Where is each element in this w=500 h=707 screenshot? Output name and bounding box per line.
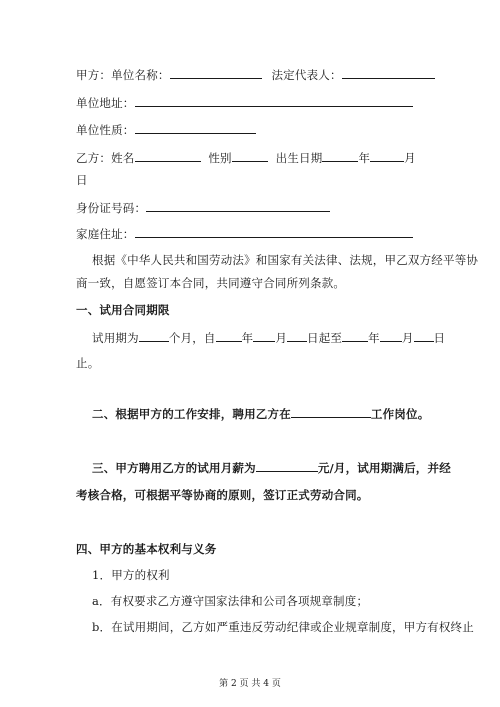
to-year-label: 年 <box>368 331 380 345</box>
from-month-blank <box>253 330 275 342</box>
to-day-label: 日 <box>433 331 446 345</box>
position-blank <box>291 406 371 418</box>
preamble-line-2: 商一致，自愿签订本合同，共同遵守合同所列条款。 <box>76 276 346 290</box>
preamble-line-1: 根据《中华人民共和国劳动法》和国家有关法律、法规，甲乙双方经平等协 <box>92 253 479 267</box>
trial-period-end: 止。 <box>76 356 100 370</box>
unit-address-blank <box>135 95 413 107</box>
id-line <box>76 200 428 216</box>
birth-day-line <box>76 172 428 188</box>
section-4-heading: 四、甲方的基本权利与义务 <box>76 542 217 556</box>
id-number-blank <box>146 200 330 212</box>
section-2-line <box>92 406 444 422</box>
party-a-line <box>76 67 428 83</box>
section-3-text-b: 元/月，试用期满后，并经 <box>317 461 451 475</box>
home-address-label: 家庭住址： <box>76 227 135 241</box>
home-line <box>76 226 428 242</box>
year-label: 年 <box>358 151 371 165</box>
day-label: 日 <box>76 173 88 187</box>
from-day-blank <box>287 330 307 342</box>
party-a-label: 甲方：单位名称： <box>76 68 170 82</box>
from-year-blank <box>216 330 242 342</box>
id-number-label: 身份证号码： <box>76 201 147 215</box>
page-number-footer: 第 2 页 共 4 页 <box>219 679 281 689</box>
unit-nature-label: 单位性质： <box>76 123 135 137</box>
legal-rep-blank <box>342 67 435 79</box>
birth-month-blank <box>370 150 404 162</box>
nature-line <box>76 122 428 138</box>
to-month-label: 月 <box>401 331 414 345</box>
gender-label: 性别 <box>208 151 232 165</box>
rights-item-1: 1．甲方的权利 <box>92 568 170 582</box>
to-month-blank <box>380 330 402 342</box>
name-blank <box>135 150 201 162</box>
rights-item-a: a．有权要求乙方遵守国家法律和公司各项规章制度； <box>92 594 369 608</box>
unit-address-label: 单位地址： <box>76 96 135 110</box>
unit-nature-blank <box>135 122 256 134</box>
gender-blank <box>232 150 268 162</box>
section-3-text-a: 三、甲方聘用乙方的试用月薪为 <box>92 461 256 475</box>
address-line <box>76 95 428 111</box>
home-address-blank <box>135 226 413 238</box>
unit-name-blank <box>170 67 262 79</box>
from-year-label: 年 <box>241 331 254 345</box>
from-day-to-label: 日起至 <box>307 331 343 345</box>
salary-blank <box>256 460 318 472</box>
to-day-blank <box>414 330 434 342</box>
month-label: 月 <box>404 151 416 165</box>
section-3-line-2: 考核合格，可根据平等协商的原则，签订正式劳动合同。 <box>76 488 369 502</box>
section-2-text-a: 二、根据甲方的工作安排，聘用乙方在 <box>92 407 291 421</box>
trial-period-line <box>92 330 444 346</box>
birth-label: 出生日期 <box>275 151 323 165</box>
rights-item-b: b．在试用期间，乙方如严重违反劳动纪律或企业规章制度，甲方有权终止 <box>92 620 474 634</box>
section-1-heading: 一、试用合同期限 <box>76 303 170 317</box>
party-b-name-label: 乙方：姓名 <box>76 151 135 165</box>
section-2-text-b: 工作岗位。 <box>370 407 430 421</box>
party-b-line <box>76 150 428 166</box>
trial-period-label: 试用期为 <box>92 331 139 345</box>
months-from-label: 个月，自 <box>168 331 216 345</box>
from-month-label: 月 <box>275 331 288 345</box>
to-year-blank <box>342 330 368 342</box>
birth-year-blank <box>322 150 358 162</box>
months-blank <box>139 330 169 342</box>
section-3-line-1 <box>92 460 451 476</box>
legal-rep-label: 法定代表人： <box>271 68 342 82</box>
